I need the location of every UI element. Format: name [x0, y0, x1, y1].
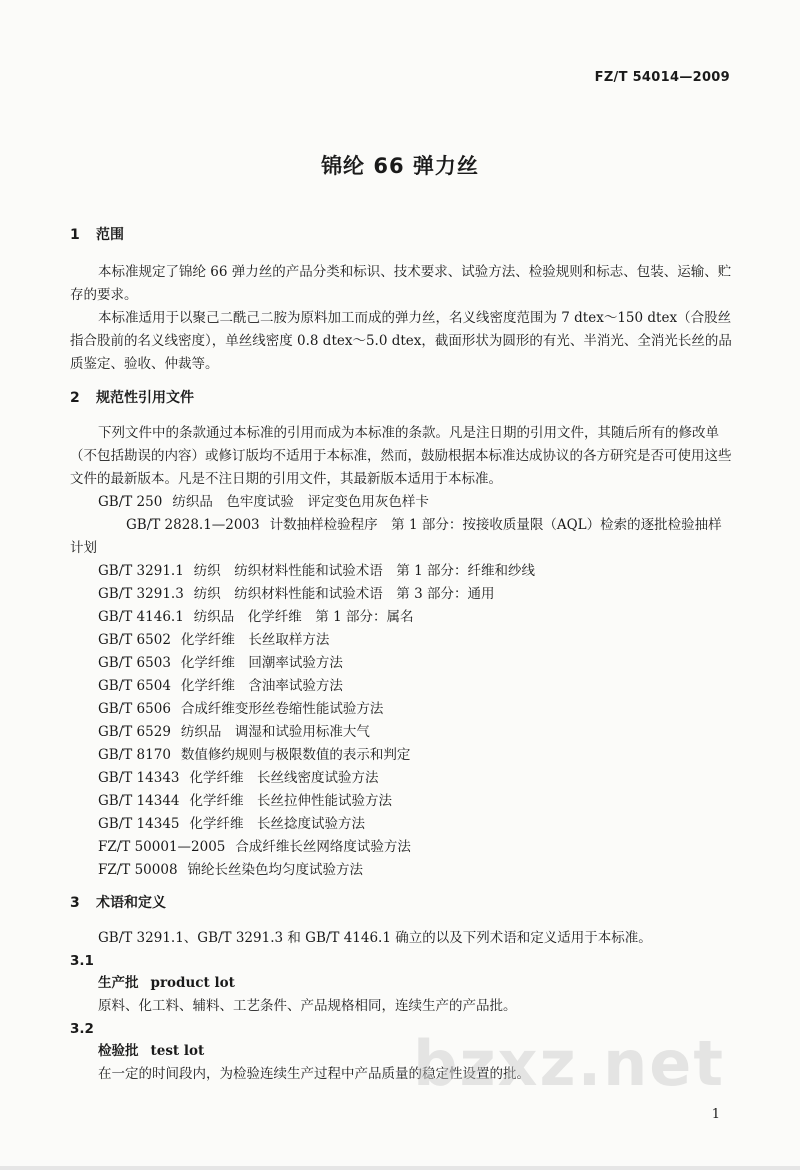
term-definition: 原料、化工料、辅料、工艺条件、产品规格相同，连续生产的产品批。 [98, 998, 517, 1014]
reference-item [70, 721, 735, 744]
section-normative-references [70, 388, 735, 882]
term-name [70, 972, 735, 995]
reference-title: 化学纤维 长丝线密度试验方法 [189, 770, 379, 786]
reference-item [70, 652, 735, 675]
reference-code: GB/T 8170 [98, 747, 171, 763]
paragraph: 下列文件中的条款通过本标准的引用而成为本标准的条款。凡是注日期的引用文件，其随后所有的修改单（不包括勘误的内容）或修订版均不适用于本标准，然而，鼓励根据本标准达成协议的各方研究是否可使用这些文件的最新版本。凡是不注日期的引用文件，其最新版本适用于本标准。 [70, 425, 732, 487]
reference-code: GB/T 6502 [98, 632, 171, 648]
reference-code: FZ/T 50001—2005 [98, 839, 226, 855]
reference-item [70, 859, 735, 882]
term-en: test lot [150, 1043, 205, 1059]
section-title: 规范性引用文件 [96, 390, 194, 406]
reference-title: 合成纤维变形丝卷缩性能试验方法 [180, 701, 384, 717]
term-zh: 检验批 [98, 1043, 139, 1059]
paragraph: 本标准适用于以聚己二酰己二胺为原料加工而成的弹力丝，名义线密度范围为 7 dtex～150 dtex（合股丝指合股前的名义线密度），单丝线密度 0.8 dtex～5.0 dtex，截面形状为圆形的有光、半消光、全消光长丝的品质鉴定、验收、仲裁等。 [70, 310, 732, 372]
reference-item [70, 583, 735, 606]
reference-title: 纺织品 化学纤维 第 1 部分：属名 [193, 609, 414, 625]
reference-list [70, 491, 735, 882]
reference-item [70, 698, 735, 721]
reference-item [70, 491, 735, 514]
section-heading [70, 225, 735, 245]
reference-item [70, 836, 735, 859]
section-scope [70, 225, 735, 376]
reference-code: GB/T 4146.1 [98, 609, 184, 625]
reference-item [70, 675, 735, 698]
clause-number: 3.2 [70, 1021, 94, 1037]
reference-title: 化学纤维 含油率试验方法 [180, 678, 343, 694]
reference-title: 纺织品 调湿和试验用标准大气 [180, 724, 370, 740]
term-en: product lot [150, 975, 235, 991]
reference-title: 化学纤维 回潮率试验方法 [180, 655, 343, 671]
page-title: 锦纶 66 弹力丝 [321, 154, 479, 178]
reference-code: GB/T 14345 [98, 816, 180, 832]
reference-code: GB/T 6504 [98, 678, 171, 694]
reference-item [70, 790, 735, 813]
reference-item [70, 813, 735, 836]
reference-code: FZ/T 50008 [98, 862, 178, 878]
section-number: 1 [70, 227, 80, 243]
page-number: 1 [711, 1107, 720, 1122]
standard-code: FZ/T 54014—2009 [594, 70, 730, 85]
term-entry [70, 950, 735, 1018]
term-zh: 生产批 [98, 975, 139, 991]
reference-title: 纺织 纺织材料性能和试验术语 第 3 部分：通用 [193, 586, 495, 602]
page-bottom-edge [0, 1166, 800, 1170]
reference-title: 合成纤维长丝网络度试验方法 [235, 839, 411, 855]
reference-code: GB/T 3291.1 [98, 563, 184, 579]
reference-code: GB/T 6503 [98, 655, 171, 671]
clause-number: 3.1 [70, 953, 94, 969]
reference-title: 纺织品 色牢度试验 评定变色用灰色样卡 [172, 494, 429, 510]
term-definition: 在一定的时间段内，为检验连续生产过程中产品质量的稳定性设置的批。 [98, 1066, 530, 1082]
reference-code: GB/T 6506 [98, 701, 171, 717]
reference-title: 数值修约规则与极限数值的表示和判定 [180, 747, 411, 763]
section-number: 2 [70, 390, 80, 406]
reference-code: GB/T 14343 [98, 770, 180, 786]
reference-code: GB/T 2828.1—2003 [126, 517, 260, 533]
reference-code: GB/T 6529 [98, 724, 171, 740]
section-heading [70, 893, 735, 913]
reference-title: 锦纶长丝染色均匀度试验方法 [187, 862, 364, 878]
reference-item [70, 767, 735, 790]
reference-title: 化学纤维 长丝捻度试验方法 [189, 816, 365, 832]
section-title: 术语和定义 [96, 895, 166, 911]
reference-code: GB/T 3291.3 [98, 586, 184, 602]
reference-item [70, 744, 735, 767]
reference-title: 计数抽样检验程序 第 1 部分：按接收质量限（AQL）检索的逐批检验抽样计划 [70, 517, 722, 556]
reference-title: 化学纤维 长丝拉伸性能试验方法 [189, 793, 392, 809]
reference-title: 纺织 纺织材料性能和试验术语 第 1 部分：纤维和纱线 [193, 563, 535, 579]
watermark: bzxz.net [413, 1027, 725, 1100]
section-title: 范围 [96, 227, 124, 243]
reference-item [70, 606, 735, 629]
section-heading [70, 388, 735, 408]
reference-item [70, 629, 735, 652]
reference-item [70, 560, 735, 583]
paragraph: 本标准规定了锦纶 66 弹力丝的产品分类和标识、技术要求、试验方法、检验规则和标志、包装、运输、贮存的要求。 [70, 264, 732, 303]
reference-code: GB/T 250 [98, 494, 163, 510]
reference-code: GB/T 14344 [98, 793, 180, 809]
paragraph: GB/T 3291.1、GB/T 3291.3 和 GB/T 4146.1 确立的以及下列术语和定义适用于本标准。 [98, 930, 652, 946]
reference-title: 化学纤维 长丝取样方法 [180, 632, 330, 648]
section-number: 3 [70, 895, 80, 911]
reference-item [70, 514, 735, 560]
